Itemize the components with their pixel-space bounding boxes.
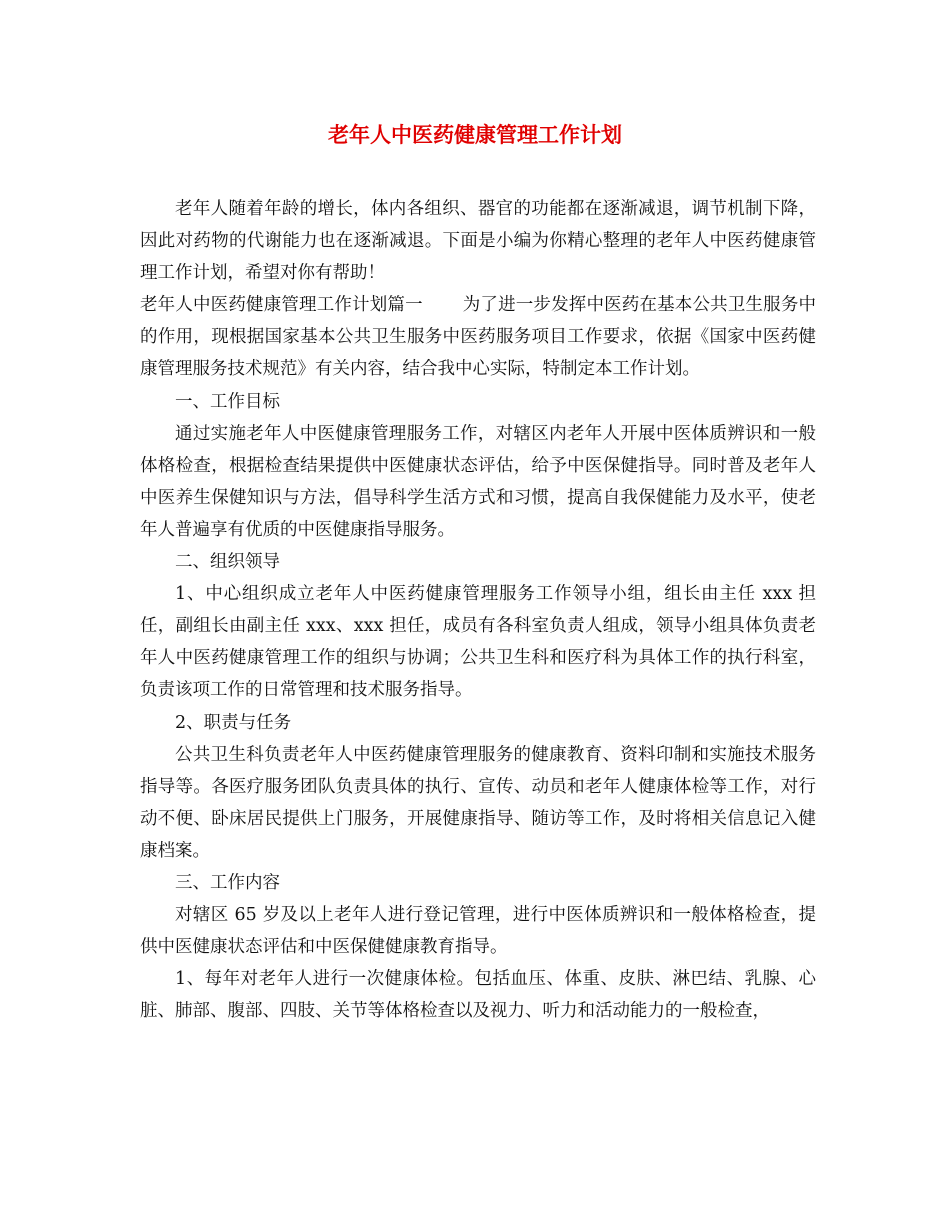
section-2-item-1: 1、中心组织成立老年人中医药健康管理服务工作领导小组，组长由主任 xxx 担任，副组长由副主任 xxx、xxx 担任，成员有各科室负责人组成，领导小组具体负责老年人中医药健康管理工作的组织与协调；公共卫生科和医疗科为具体工作的执行科室，负责该项工作的日常管理和技术服务指导。 xyxy=(140,584,816,701)
section-3-heading: 三、工作内容 xyxy=(175,872,280,893)
section-3-paragraph: 对辖区 65 岁及以上老年人进行登记管理，进行中医体质辨识和一般体格检查，提供中医健康状态评估和中医保健健康教育指导。 xyxy=(140,905,816,958)
section-2-item-2-heading: 2、职责与任务 xyxy=(175,712,292,733)
section-1-heading: 一、工作目标 xyxy=(175,391,280,412)
document-body xyxy=(140,193,816,1027)
part-one-opening: 为了进一步发挥中医药在基本公共卫生服务中的作用，现根据国家基本公共卫生服务中医药服务项目工作要求，依据《国家中医药健康管理服务技术规范》有关内容，结合我中心实际，特制定本工作计划。 xyxy=(140,295,817,380)
part-one-paragraph xyxy=(140,289,816,385)
section-2-heading: 二、组织领导 xyxy=(175,552,280,573)
section-1-paragraph: 通过实施老年人中医健康管理服务工作，对辖区内老年人开展中医体质辨识和一般体格检查，根据检查结果提供中医健康状态评估，给予中医保健指导。同时普及老年人中医养生保健知识与方法，倡导科学生活方式和习惯，提高自我保健能力及水平，使老年人普遍享有优质的中医健康指导服务。 xyxy=(140,423,816,540)
intro-paragraph: 老年人随着年龄的增长，体内各组织、器官的功能都在逐渐减退，调节机制下降，因此对药物的代谢能力也在逐渐减退。下面是小编为你精心整理的老年人中医药健康管理工作计划，希望对你有帮助！ xyxy=(140,199,816,284)
section-3-item-1: 1、每年对老年人进行一次健康体检。包括血压、体重、皮肤、淋巴结、乳腺、心脏、肺部、腹部、四肢、关节等体格检查以及视力、听力和活动能力的一般检查， xyxy=(140,969,816,1022)
section-2-item-2-paragraph: 公共卫生科负责老年人中医药健康管理服务的健康教育、资料印制和实施技术服务指导等。各医疗服务团队负责具体的执行、宣传、动员和老年人健康体检等工作，对行动不便、卧床居民提供上门服务，开展健康指导、随访等工作，及时将相关信息记入健康档案。 xyxy=(140,744,816,861)
document-title: 老年人中医药健康管理工作计划 xyxy=(328,123,622,147)
part-one-label: 老年人中医药健康管理工作计划篇一 xyxy=(140,295,423,316)
